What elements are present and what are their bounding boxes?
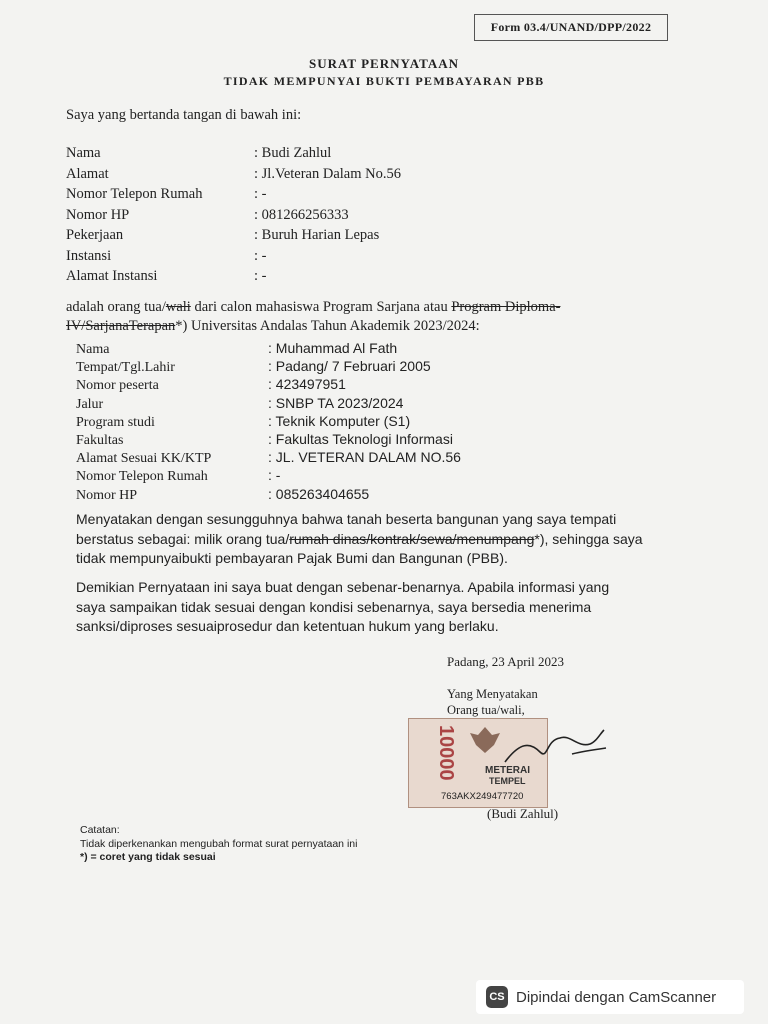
doc-title: SURAT PERNYATAAN xyxy=(309,56,459,71)
parent-row xyxy=(66,266,401,287)
student-row xyxy=(76,395,461,413)
field-value: : - xyxy=(254,268,267,284)
field-label: Pekerjaan xyxy=(66,227,124,243)
field-label: Program studi xyxy=(76,414,155,430)
field-label: Instansi xyxy=(66,247,112,264)
relation-statement: adalah orang tua/wali dari calon mahasiswa Program Sarjana atau Program Diploma- IV/SarjanaTerapan*) Universitas Andalas Tahun Akademik 2023/2024: xyxy=(66,299,561,334)
field-label: Tempat/Tgl.Lahir xyxy=(76,360,175,376)
field-value: : Buruh Harian Lepas xyxy=(254,227,380,243)
student-row xyxy=(76,431,461,449)
field-value: : Padang/ 7 Februari 2005 xyxy=(268,358,431,375)
field-value: : Muhammad Al Fath xyxy=(268,340,398,356)
field-label: Jalur xyxy=(76,396,104,412)
student-row xyxy=(76,340,461,358)
student-row xyxy=(76,376,461,394)
field-label: Alamat Instansi xyxy=(66,268,158,284)
field-value: : 081266256333 xyxy=(254,206,349,223)
parent-row xyxy=(66,143,401,164)
student-row xyxy=(76,358,461,376)
field-label: Nomor peserta xyxy=(76,378,159,394)
parent-row xyxy=(66,205,401,226)
date-line: Padang, 23 April 2023 xyxy=(447,654,564,669)
garuda-emblem-icon xyxy=(467,723,503,757)
field-label: Alamat Sesuai KK/KTP xyxy=(76,451,212,467)
student-row xyxy=(76,486,461,504)
intro-text: Saya yang bertanda tangan di bawah ini: xyxy=(66,107,302,123)
field-value: : Jl.Veteran Dalam No.56 xyxy=(254,165,401,182)
field-label: Alamat xyxy=(66,165,109,182)
field-value: : Budi Zahlul xyxy=(254,145,332,161)
field-label: Nama xyxy=(66,145,101,161)
camscanner-watermark: CS Dipindai dengan CamScanner xyxy=(476,980,744,1014)
field-value: : 085263404655 xyxy=(268,485,370,502)
field-value: : Fakultas Teknologi Informasi xyxy=(268,431,453,448)
field-value: : Teknik Komputer (S1) xyxy=(268,412,411,429)
field-label: Nama xyxy=(76,342,110,357)
parent-row xyxy=(66,246,401,267)
notes: Catatan: Tidak diperkenankan mengubah format surat pernyataan ini *) = coret yang tidak sesuai xyxy=(80,824,358,863)
student-row xyxy=(76,413,461,431)
field-value: : - xyxy=(268,467,281,484)
field-value: : 423497951 xyxy=(268,376,346,393)
signature-caption: Yang Menyatakan xyxy=(447,687,538,701)
field-value: : JL. VETERAN DALAM NO.56 xyxy=(268,449,461,466)
field-label: Nomor Telepon Rumah xyxy=(66,186,203,202)
field-label: Fakultas xyxy=(76,433,124,449)
parent-details xyxy=(66,143,401,287)
field-label: Nomor HP xyxy=(76,487,138,503)
doc-subtitle: TIDAK MEMPUNYAI BUKTI PEMBAYARAN PBB xyxy=(223,74,545,88)
field-value: : - xyxy=(254,247,267,264)
signer-role: Orang tua/wali, xyxy=(447,703,525,717)
handwritten-signature xyxy=(500,722,610,772)
meterai-stamp: 10000 METERAI TEMPEL 763AKX249477720 xyxy=(408,718,548,808)
field-value: : - xyxy=(254,186,267,202)
parent-row xyxy=(66,184,401,205)
field-label: Nomor HP xyxy=(66,206,130,223)
student-details xyxy=(76,340,461,504)
camscanner-logo-icon: CS xyxy=(486,986,508,1008)
field-label: Nomor Telepon Rumah xyxy=(76,469,208,485)
parent-row xyxy=(66,164,401,185)
field-value: : SNBP TA 2023/2024 xyxy=(268,394,404,411)
student-row xyxy=(76,467,461,485)
student-row xyxy=(76,449,461,467)
closing-paragraph: Demikian Pernyataan ini saya buat dengan sebenar-benarnya. Apabila informasi yang saya sampaikan tidak sesuai dengan kondisi sebenarnya, saya bersedia menerima sanksi/diproses sesuaiprosedur dan ketentuan hukum yang berlaku. xyxy=(76,579,610,634)
parent-row xyxy=(66,225,401,246)
statement-paragraph: Menyatakan dengan sesungguhnya bahwa tanah beserta bangunan yang saya tempati berstatus sebagai: milik orang tua/rumah dinas/kontrak/sewa/menumpang*), sehingga saya tidak mempunyaibukti pembayaran Pajak Bumi dan Bangunan (PBB). xyxy=(76,511,643,566)
signer-name: (Budi Zahlul) xyxy=(487,806,559,821)
form-code: Form 03.4/UNAND/DPP/2022 xyxy=(474,14,668,41)
